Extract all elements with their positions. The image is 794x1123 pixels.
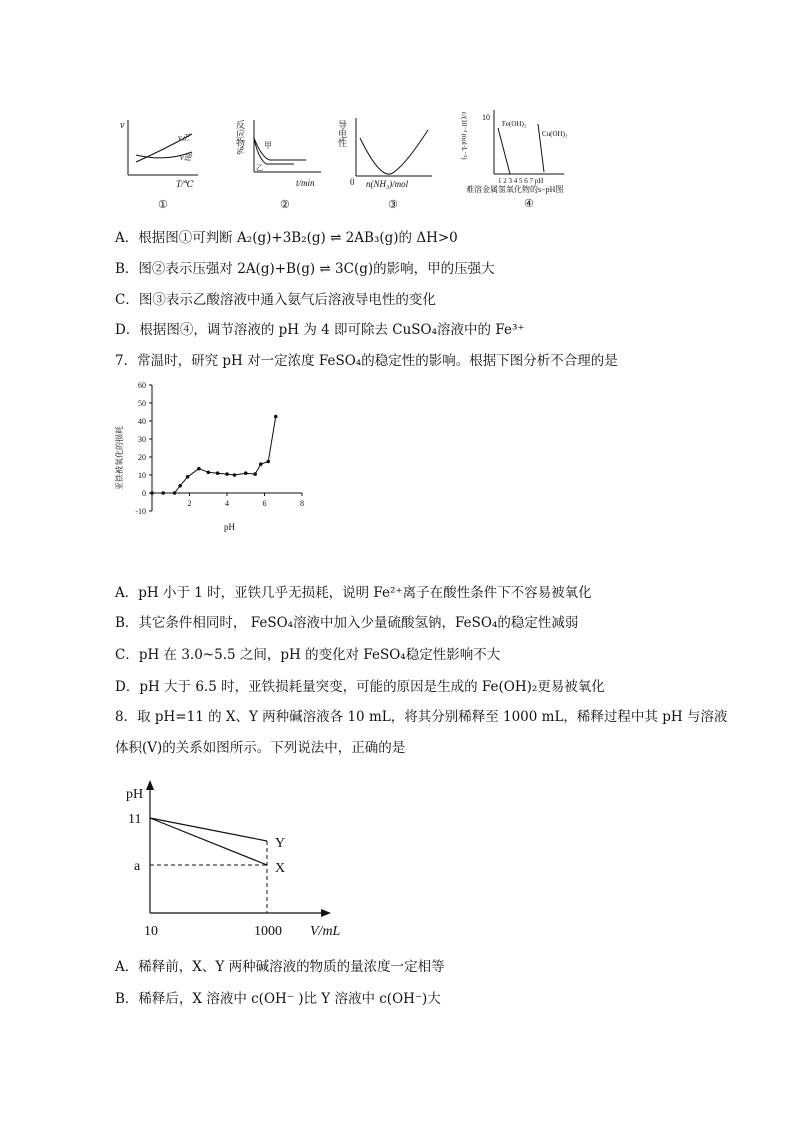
q7-data-point: [259, 462, 263, 466]
fig4-curve2: Cu(OH)₂: [542, 130, 568, 138]
fig3-xlabel: n(NH₃)/mol: [366, 179, 409, 189]
q7-data-point: [233, 473, 237, 477]
q6-option-c: C．图③表示乙酸溶液中通入氨气后溶液导电性的变化: [115, 292, 436, 308]
fig1-xlabel: T/℃: [176, 179, 194, 189]
q8-xtick-1000: 1000: [254, 924, 282, 939]
q7-data-point: [186, 475, 190, 479]
fig2-ylabel: 反应物%: [235, 120, 245, 155]
q7-data-point: [244, 471, 248, 475]
q6-figure-3: [337, 108, 442, 211]
q7-ytick-label: 0: [142, 489, 146, 498]
q7-data-point: [253, 472, 257, 476]
q6-option-d: D．根据图④，调节溶液的 pH 为 4 即可除去 CuSO₄溶液中的 Fe³⁺: [115, 322, 525, 338]
q8-stem-line1: 8．取 pH=11 的 X、Y 两种碱溶液各 10 mL，将其分别稀释至 1000 mL，稀释过程中其 pH 与溶液: [115, 709, 728, 725]
fig4-ytick: 10: [482, 113, 490, 122]
fig3-origin: 0: [350, 177, 355, 187]
q7-data-point: [266, 460, 270, 464]
q7-chart: [112, 375, 312, 545]
q7-option-d: D．pH 大于 6.5 时，亚铁损耗量突变，可能的原因是生成的 Fe(OH)₂更易被氧化: [115, 679, 605, 695]
q7-data-point: [274, 415, 278, 419]
q7-data-point: [206, 471, 210, 475]
q6-figure-1: [118, 110, 208, 210]
q7-ytick-label: 50: [138, 399, 146, 408]
q8-option-a: A．稀释前，X、Y 两种碱溶液的物质的量浓度一定相等: [115, 959, 445, 975]
q7-ytick-label: -10: [135, 507, 146, 516]
series-x-line: [150, 818, 267, 865]
q7-chart-xlabel: pH: [224, 522, 235, 532]
fig4-title: 难溶金属氢氧化物的s−pH图: [466, 185, 564, 194]
q8-stem-line2: 体积(V)的关系如图所示。下列说法中，正确的是: [115, 740, 406, 756]
q8-option-b: B．稀释后，X 溶液中 c(OH⁻ )比 Y 溶液中 c(OH⁻)大: [115, 991, 441, 1007]
fig1-ylabel: v: [120, 120, 125, 131]
q7-series-line: [152, 417, 276, 494]
q7-ytick-label: 20: [138, 453, 146, 462]
q7-xtick-label: 6: [262, 499, 267, 508]
q8-chart-ylabel: pH: [126, 787, 144, 802]
q8-series-x-label: X: [275, 861, 286, 876]
q7-data-point: [178, 484, 182, 488]
q7-xtick-label: 4: [225, 499, 229, 508]
q8-series-y-label: Y: [275, 836, 286, 851]
series-y-line: [150, 818, 267, 841]
q7-data-point: [150, 491, 154, 495]
q8-xtick-10: 10: [144, 924, 158, 939]
fig2-curve1: 甲: [264, 141, 272, 150]
fig2-curve2: 乙: [256, 164, 263, 172]
fig1-caption: ①: [158, 199, 168, 211]
q7-ytick-label: 40: [138, 417, 146, 426]
q7-chart-ylabel: 亚铁被氧化的损耗: [115, 426, 124, 490]
q7-ytick-label: 60: [138, 381, 146, 390]
fig4-ylabel: c/(10⁻³ mol·L⁻¹): [460, 112, 468, 160]
fe-oh3-curve: [498, 128, 510, 174]
q7-data-point: [225, 472, 229, 476]
q7-ytick-label: 10: [138, 471, 146, 480]
q7-data-point: [161, 491, 165, 495]
q8-ytick-a: a: [134, 859, 141, 874]
q8-chart-xlabel: V/mL: [310, 924, 341, 939]
q7-data-point: [197, 467, 201, 471]
fig4-curve1: Fe(OH)₃: [502, 120, 527, 128]
q6-figure-2: [236, 110, 336, 210]
q7-data-point: [173, 491, 177, 495]
conductivity-curve: [360, 130, 428, 174]
fig1-curve1: v正: [178, 133, 190, 142]
q8-chart: [120, 778, 370, 948]
q8-ytick-11: 11: [128, 812, 142, 827]
fig1-curve2: v逆: [180, 153, 192, 162]
q7-xtick-label: 2: [187, 499, 192, 508]
fig3-caption: ③: [388, 199, 398, 211]
fig4-caption: ④: [524, 198, 534, 210]
q7-ytick-label: 30: [138, 435, 146, 444]
fig3-ylabel: 导电性: [337, 120, 347, 147]
q7-option-c: C．pH 在 3.0~5.5 之间，pH 的变化对 FeSO₄稳定性影响不大: [115, 647, 501, 663]
q6-option-b: B．图②表示压强对 2A(g)+B(g) ⇌ 3C(g)的影响，甲的压强大: [115, 261, 495, 277]
q7-option-a: A．pH 小于 1 时，亚铁几乎无损耗，说明 Fe²⁺离子在酸性条件下不容易被氧化: [115, 585, 592, 601]
fig2-xlabel: t/min: [296, 178, 315, 188]
q7-option-b: B．其它条件相同时， FeSO₄溶液中加入少量硫酸氢钠，FeSO₄的稳定性减弱: [115, 615, 579, 631]
fig4-xticks: 1 2 3 4 5 6 7 pH: [498, 177, 544, 185]
curve-jia: [254, 138, 306, 160]
q6-option-a: A．根据图①可判断 A₂(g)+3B₂(g) ⇌ 2AB₃(g)的 ΔH>0: [115, 230, 458, 246]
fig2-caption: ②: [280, 199, 290, 211]
q7-data-point: [216, 471, 220, 475]
q6-figure-4: [460, 104, 594, 210]
q7-xtick-label: 8: [300, 499, 304, 508]
q7-stem: 7．常温时，研究 pH 对一定浓度 FeSO₄的稳定性的影响。根据下图分析不合理的是: [115, 353, 618, 369]
